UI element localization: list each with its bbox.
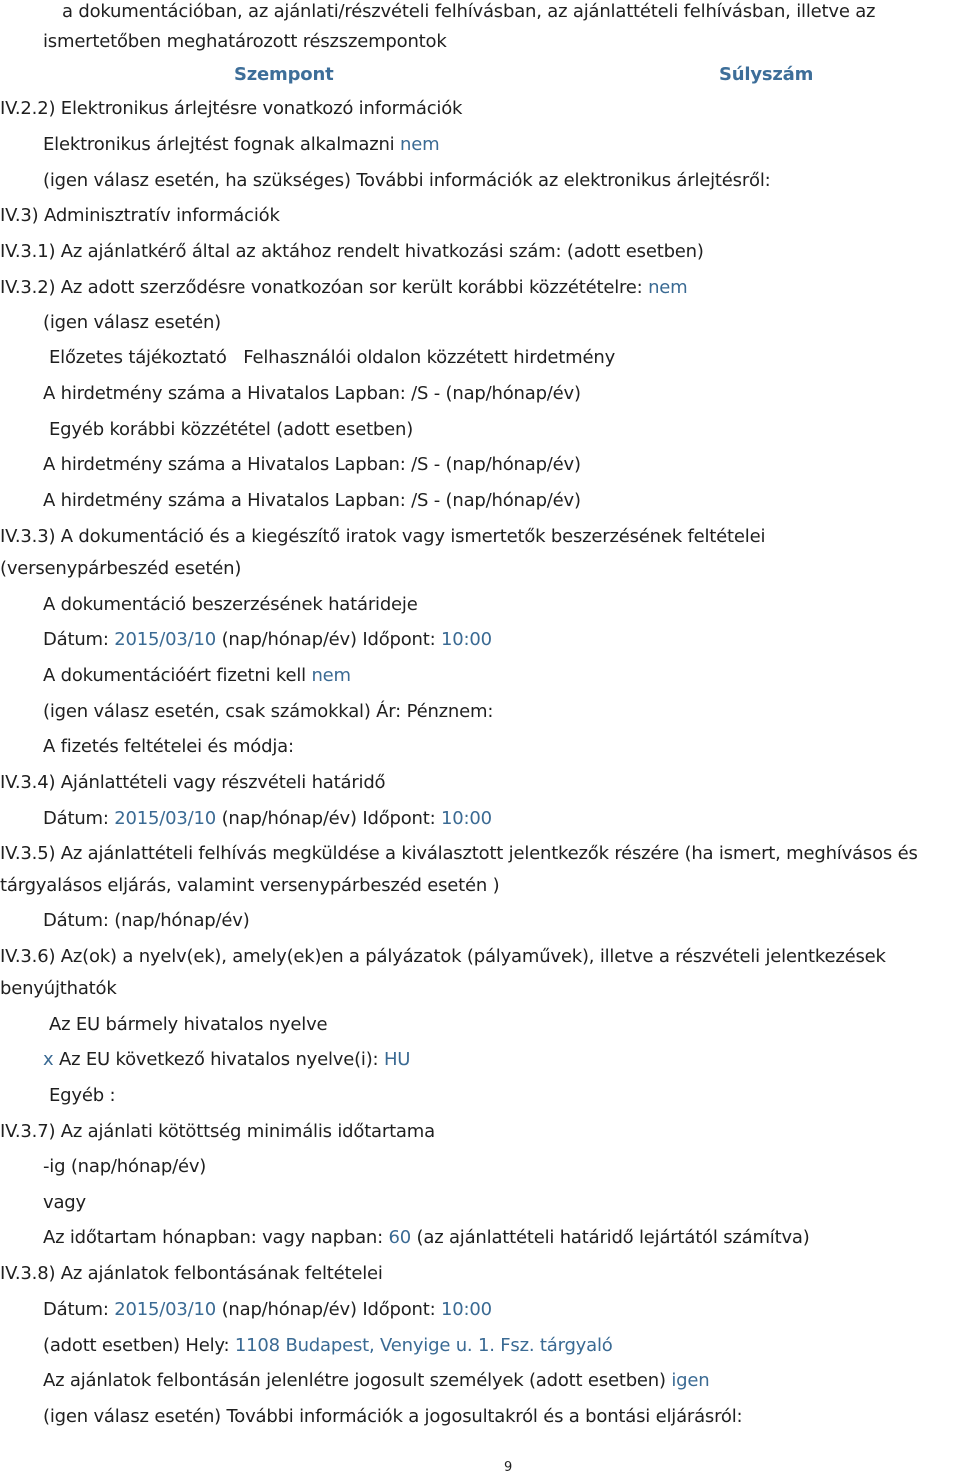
section-iv32-heading-text: IV.3.2) Az adott szerződésre vonatkozóan sor került korábbi közzétételre: <box>0 277 643 298</box>
prior-publication-options: Előzetes tájékoztató Felhasználói oldalon közzétett hirdetmény <box>49 347 616 368</box>
prior-publication-if-yes: (igen válasz esetén) <box>43 312 222 333</box>
section-iv34-heading: IV.3.4) Ajánlattételi vagy részvételi határidő <box>0 772 386 793</box>
section-iv31-heading: IV.3.1) Az ajánlatkérő által az aktához rendelt hivatkozási szám: (adott esetben) <box>0 241 704 262</box>
invitation-date-line: Dátum: (nap/hónap/év) <box>43 910 250 931</box>
other-prior-publication: Egyéb korábbi közzététel (adott esetben) <box>49 419 414 440</box>
duration-value: 60 <box>388 1227 412 1248</box>
duration-suffix: (az ajánlattételi határidő lejártától számítva) <box>416 1227 810 1248</box>
language-following-label: Az EU következő hivatalos nyelve(i): <box>58 1049 379 1070</box>
page-number: 9 <box>504 1460 513 1475</box>
binding-until-line: -ig (nap/hónap/év) <box>43 1156 207 1177</box>
documentation-deadline-label: A dokumentáció beszerzésének határideje <box>43 594 418 615</box>
date-label: Dátum: <box>43 1299 109 1320</box>
notice-number-line-1: A hirdetmény száma a Hivatalos Lapban: /S - (nap/hónap/év) <box>43 383 581 404</box>
date-format: (nap/hónap/év) <box>221 1299 357 1320</box>
date-value: 2015/03/10 <box>114 629 217 650</box>
section-iv32-heading-value: nem <box>648 277 688 298</box>
section-iv33-heading-line-2: (versenypárbeszéd esetén) <box>0 558 242 579</box>
place-label: (adott esetben) Hely: <box>43 1335 230 1356</box>
section-iv32-heading <box>0 276 688 300</box>
duration-label: Az időtartam hónapban: vagy napban: <box>43 1227 383 1248</box>
intro-line-1: a dokumentációban, az ajánlati/részvételi felhívásban, az ajánlattételi felhívásban, illetve az <box>62 1 876 22</box>
language-selected-mark: x <box>43 1049 54 1070</box>
language-other: Egyéb : <box>49 1085 116 1106</box>
date-format: (nap/hónap/év) <box>221 629 357 650</box>
opening-more-info: (igen válasz esetén) További információk a jogosultakról és a bontási eljárásról: <box>43 1406 743 1427</box>
electronic-auction-more-info: (igen válasz esetén, ha szükséges) További információk az elektronikus árlejtésről: <box>43 170 771 191</box>
date-label: Dátum: <box>43 629 109 650</box>
section-iv3-heading: IV.3) Adminisztratív információk <box>0 205 280 226</box>
tender-deadline-date-line <box>43 807 492 831</box>
time-value: 10:00 <box>441 629 492 650</box>
payment-terms-line: A fizetés feltételei és módja: <box>43 736 294 757</box>
language-following-value: HU <box>383 1049 411 1070</box>
opening-place-line <box>43 1334 613 1358</box>
time-value: 10:00 <box>441 1299 492 1320</box>
intro-line-2: ismertetőben meghatározott részszempontok <box>43 31 447 52</box>
date-value: 2015/03/10 <box>114 808 217 829</box>
language-any-eu: Az EU bármely hivatalos nyelve <box>49 1014 328 1035</box>
electronic-auction-value: nem <box>400 134 440 155</box>
price-currency-line: (igen válasz esetén, csak számokkal) Ár: Pénznem: <box>43 701 494 722</box>
time-value: 10:00 <box>441 808 492 829</box>
time-label: Időpont: <box>362 1299 436 1320</box>
section-iv38-heading: IV.3.8) Az ajánlatok felbontásának feltételei <box>0 1263 383 1284</box>
electronic-auction-line <box>43 133 439 157</box>
section-iv36-heading-line-2: benyújthatók <box>0 978 117 999</box>
column-header-sulyszam: Súlyszám <box>719 64 814 85</box>
documentation-date-line <box>43 628 492 652</box>
binding-or-line: vagy <box>43 1192 86 1213</box>
time-label: Időpont: <box>362 808 436 829</box>
time-label: Időpont: <box>362 629 436 650</box>
persons-label: Az ajánlatok felbontásán jelenlétre jogosult személyek (adott esetben) <box>43 1370 666 1391</box>
payment-label: A dokumentációért fizetni kell <box>43 665 306 686</box>
payment-value: nem <box>311 665 351 686</box>
section-iv35-heading-line-1: IV.3.5) Az ajánlattételi felhívás megküldése a kiválasztott jelentkezők részére (ha ismert, meghívásos és <box>0 843 918 864</box>
language-following-line <box>43 1048 410 1072</box>
documentation-payment-line <box>43 664 351 688</box>
opening-date-line <box>43 1298 492 1322</box>
place-value: 1108 Budapest, Venyige u. 1. Fsz. tárgyaló <box>234 1335 613 1356</box>
date-format: (nap/hónap/év) <box>221 808 357 829</box>
electronic-auction-label: Elektronikus árlejtést fognak alkalmazni <box>43 134 395 155</box>
persons-value: igen <box>671 1370 710 1391</box>
column-header-szempont: Szempont <box>234 64 334 85</box>
opening-persons-line <box>43 1369 709 1393</box>
section-iv36-heading-line-1: IV.3.6) Az(ok) a nyelv(ek), amely(ek)en a pályázatok (pályaművek), illetve a részvételi jelentkezések <box>0 946 886 967</box>
section-iv35-heading-line-2: tárgyalásos eljárás, valamint versenypárbeszéd esetén ) <box>0 875 500 896</box>
section-iv37-heading: IV.3.7) Az ajánlati kötöttség minimális időtartama <box>0 1121 435 1142</box>
section-iv33-heading-line-1: IV.3.3) A dokumentáció és a kiegészítő iratok vagy ismertetők beszerzésének feltételei <box>0 526 766 547</box>
section-iv22-heading: IV.2.2) Elektronikus árlejtésre vonatkozó információk <box>0 98 463 119</box>
date-value: 2015/03/10 <box>114 1299 217 1320</box>
notice-number-line-3: A hirdetmény száma a Hivatalos Lapban: /S - (nap/hónap/év) <box>43 490 581 511</box>
notice-number-line-2: A hirdetmény száma a Hivatalos Lapban: /S - (nap/hónap/év) <box>43 454 581 475</box>
date-label: Dátum: <box>43 808 109 829</box>
binding-duration-line <box>43 1226 810 1250</box>
